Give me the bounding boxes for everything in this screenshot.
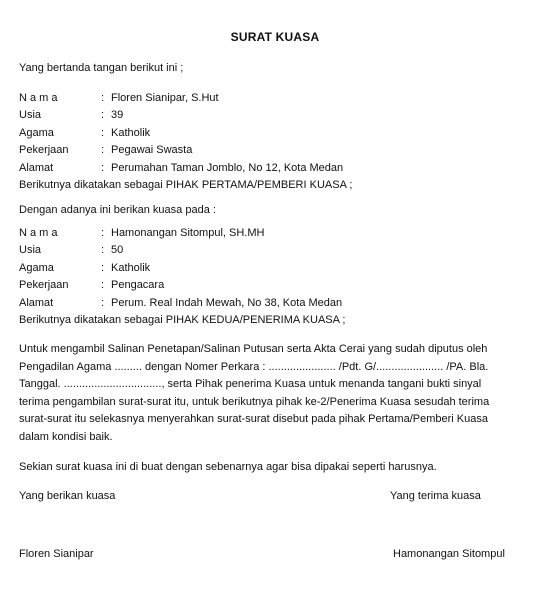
paragraph-line: Tanggal. ................................, serta Pihak penerima Kuasa untuk menanda tangani bukti sinyal bbox=[19, 378, 482, 390]
field-separator: : bbox=[101, 162, 105, 174]
field-separator: : bbox=[101, 244, 105, 256]
field-value: Pegawai Swasta bbox=[111, 144, 193, 156]
field-separator: : bbox=[101, 279, 105, 291]
field-value: Floren Sianipar, S.Hut bbox=[111, 92, 219, 104]
field-label: Pekerjaan bbox=[19, 144, 69, 156]
field-value: Hamonangan Sitompul, SH.MH bbox=[111, 227, 265, 239]
field-separator: : bbox=[101, 92, 105, 104]
second-party-religion-row bbox=[19, 261, 150, 275]
field-separator: : bbox=[101, 109, 105, 121]
paragraph-line: dalam kondisi baik. bbox=[19, 430, 113, 443]
paragraph-line: Untuk mengambil Salinan Penetapan/Salinan Putusan serta Akta Cerai yang sudah diputus oleh bbox=[19, 343, 488, 355]
second-party-occupation-row bbox=[19, 278, 164, 292]
field-value: Perum. Real Indah Mewah, No 38, Kota Medan bbox=[111, 297, 343, 309]
field-value: Pengacara bbox=[111, 279, 165, 291]
field-label: Alamat bbox=[19, 162, 54, 174]
giver-signature-name: Floren Sianipar bbox=[19, 548, 94, 560]
closing-statement: Sekian surat kuasa ini di buat dengan sebenarnya agar bisa dipakai seperti harusnya. bbox=[19, 461, 437, 473]
field-separator: : bbox=[101, 227, 105, 239]
second-party-name-row bbox=[19, 226, 264, 240]
second-party-age-row bbox=[19, 243, 123, 257]
giver-signature-label: Yang berikan kuasa bbox=[19, 490, 116, 502]
field-separator: : bbox=[101, 127, 105, 139]
receiver-signature-name: Hamonangan Sitompul bbox=[393, 548, 505, 560]
field-label: Usia bbox=[19, 109, 42, 121]
field-separator: : bbox=[101, 297, 105, 309]
first-party-occupation-row bbox=[19, 143, 192, 157]
intro-text: Yang bertanda tangan berikut ini ; bbox=[19, 62, 184, 74]
field-value: Perumahan Taman Jomblo, No 12, Kota Medan bbox=[111, 162, 344, 174]
field-label: Pekerjaan bbox=[19, 279, 69, 291]
first-party-age-row bbox=[19, 108, 123, 122]
field-label: Agama bbox=[19, 127, 54, 139]
field-separator: : bbox=[101, 262, 105, 274]
field-separator: : bbox=[101, 144, 105, 156]
second-party-designation: Berikutnya dikatakan sebagai PIHAK KEDUA/PENERIMA KUASA ; bbox=[19, 314, 346, 326]
field-value: Katholik bbox=[111, 262, 151, 274]
second-party-address-row bbox=[19, 296, 342, 310]
first-party-religion-row bbox=[19, 126, 150, 140]
grant-intro-text: Dengan adanya ini berikan kuasa pada : bbox=[19, 204, 216, 216]
paragraph-line: terima pengambilan surat-surat itu, untuk berikutnya pihak ke-2/Penerima Kuasa sesudah terima bbox=[19, 395, 490, 408]
field-label: N a m a bbox=[19, 92, 58, 104]
field-value: 50 bbox=[111, 244, 124, 256]
document-title: SURAT KUASA bbox=[230, 30, 320, 44]
field-value: 39 bbox=[111, 109, 124, 121]
first-party-name-row bbox=[19, 91, 219, 105]
first-party-designation: Berikutnya dikatakan sebagai PIHAK PERTAMA/PEMBERI KUASA ; bbox=[19, 179, 353, 191]
field-label: Usia bbox=[19, 244, 42, 256]
field-value: Katholik bbox=[111, 127, 151, 139]
purpose-paragraph bbox=[19, 341, 519, 446]
paragraph-line: surat-surat itu selekasnya menyerahkan surat-surat disebut pada pihak Pertama/Pemberi Kuasa bbox=[19, 413, 488, 425]
field-label: Alamat bbox=[19, 297, 54, 309]
receiver-signature-label: Yang terima kuasa bbox=[390, 490, 481, 502]
field-label: N a m a bbox=[19, 227, 58, 239]
paragraph-line: Pengadilan Agama ......... dengan Nomer Perkara : ...................... /Pdt. G/...................... /PA. Bla. bbox=[19, 360, 489, 373]
first-party-address-row bbox=[19, 161, 343, 175]
field-label: Agama bbox=[19, 262, 54, 274]
